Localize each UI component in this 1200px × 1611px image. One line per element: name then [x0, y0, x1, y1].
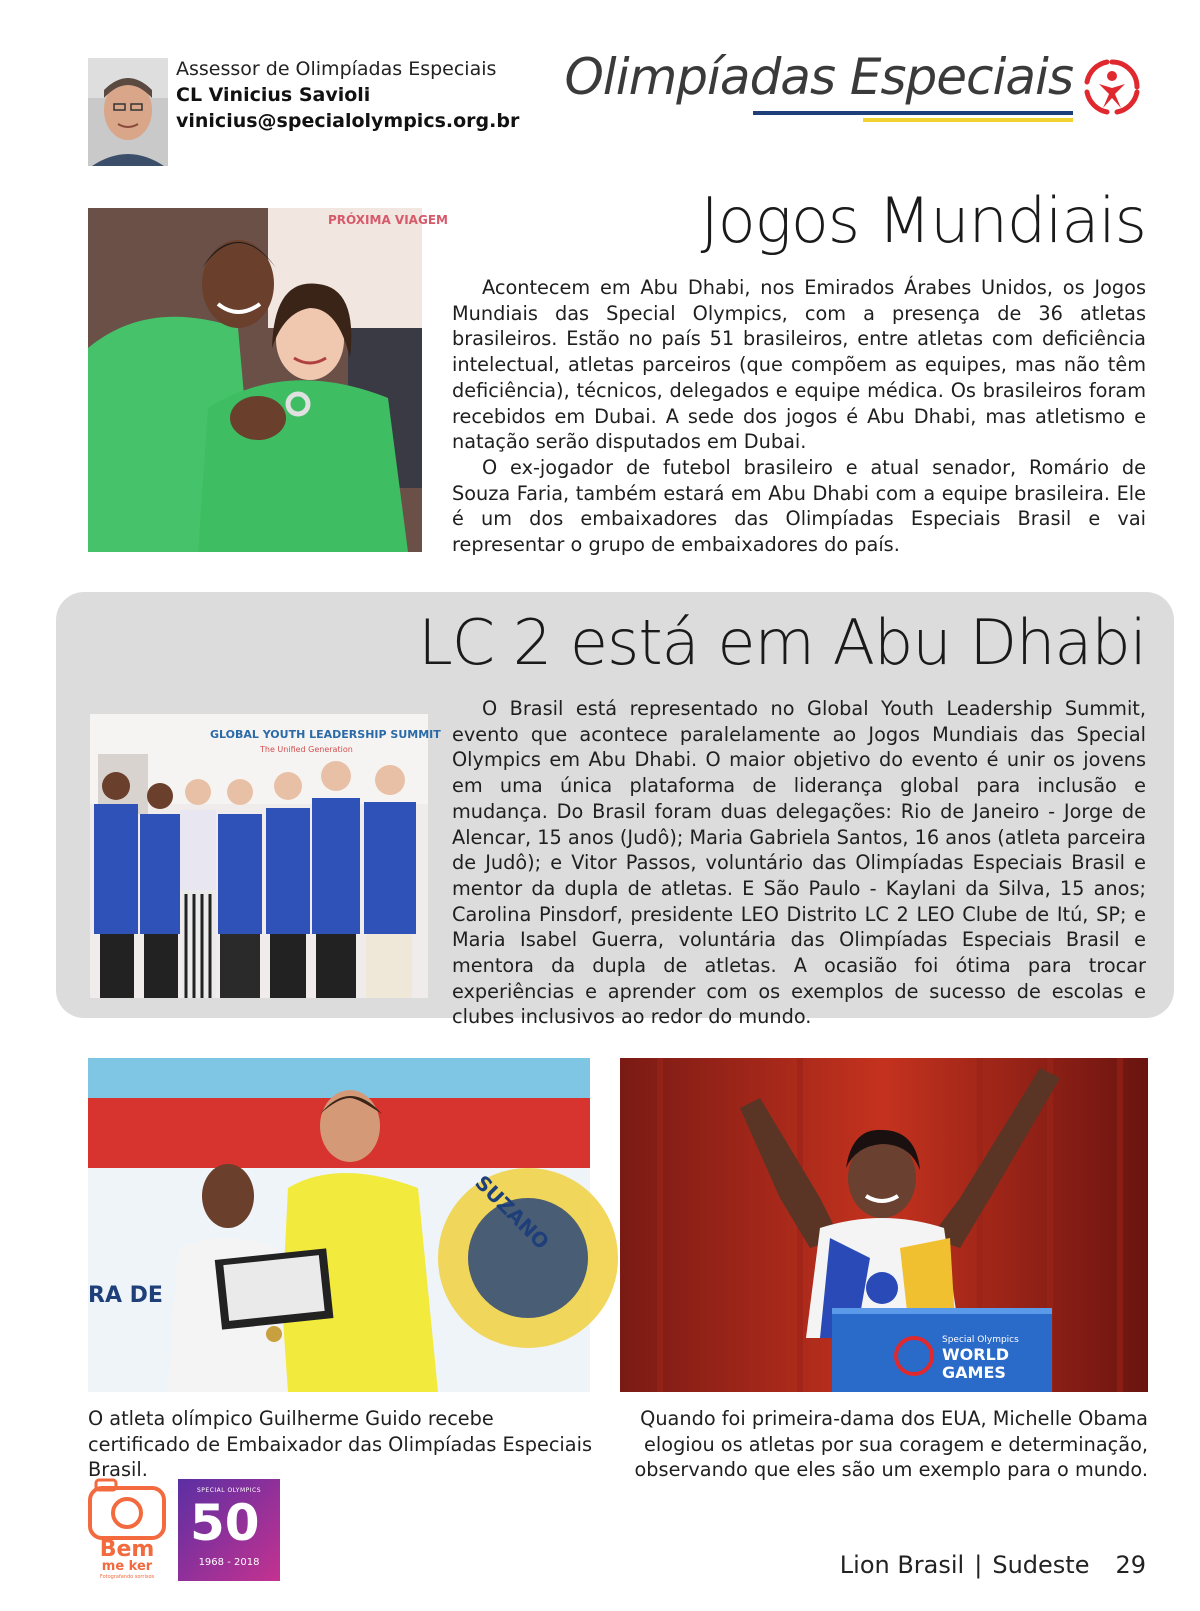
footer-region: Sudeste: [992, 1551, 1090, 1579]
page-number: 29: [1115, 1551, 1146, 1579]
footer-publication: Lion Brasil: [839, 1551, 965, 1579]
article-1-body: [452, 275, 1146, 558]
michelle-obama-photo: [620, 1058, 1148, 1392]
article-1-title: Jogos Mundiais: [700, 184, 1146, 257]
certificate-ceremony-photo: [88, 1058, 590, 1392]
author-name: CL Vinicius Savioli: [176, 84, 371, 106]
caption-certificate: O atleta olímpico Guilherme Guido recebe certificado de Embaixador das Olimpíadas Especiais Brasil.: [88, 1407, 593, 1482]
author-block: [176, 56, 536, 134]
photo-2-subbanner-text: The Unified Generation: [260, 745, 353, 754]
article-1-paragraph: O ex-jogador de futebol brasileiro e atual senador, Romário de Souza Faria, também estará em Abu Dhabi com a equipe brasileira. Ele é um dos embaixadores das Olimpíadas Especiais Brasil e vai representar o grupo de embaixadores do país.: [452, 455, 1146, 557]
special-olympics-50-logo: [178, 1479, 280, 1581]
special-olympics-logo-icon: [1079, 54, 1145, 120]
article-2-body: [452, 696, 1146, 1030]
article-2-title: LC 2 está em Abu Dhabi: [418, 606, 1146, 679]
athletes-photo: [88, 208, 448, 552]
bem-maker-logo-icon: [86, 1478, 168, 1580]
bem-maker-line2: me ker: [101, 1559, 153, 1574]
bem-maker-tagline: Fotografando sorrisos: [99, 1574, 155, 1580]
youth-summit-photo: [90, 714, 441, 998]
section-title: Olimpíadas Especiais: [564, 48, 1073, 106]
brand-underline-yellow: [863, 118, 1073, 122]
fifty-logo-top-text: SPECIAL OLYMPICS: [196, 1487, 262, 1494]
photo-4-podium-line2: WORLD: [942, 1345, 1010, 1364]
page-footer: [840, 1551, 1146, 1579]
photo-4-podium-line1: Special Olympics: [942, 1335, 1019, 1345]
author-role: Assessor de Olimpíadas Especiais: [176, 58, 497, 80]
photo-4-podium-line3: GAMES: [942, 1363, 1006, 1382]
author-email[interactable]: vinicius@specialolympics.org.br: [176, 110, 520, 132]
caption-michelle-obama: Quando foi primeira-dama dos EUA, Michelle Obama elogiou os atletas por sua coragem e determinação, observando que eles são um exemplo para o mundo.: [634, 1407, 1148, 1482]
photo-2-banner-text: GLOBAL YOUTH LEADERSHIP SUMMIT: [210, 728, 441, 741]
photo-3-banner-text: SUZANO: [470, 1170, 555, 1255]
article-2-paragraph: O Brasil está representado no Global Youth Leadership Summit, evento que acontece paralelamente ao Jogos Mundiais das Special Olympics em Abu Dhabi. O maior objetivo do evento é unir os jovens em uma única plataforma de liderança global para inclusão e mudança. Do Brasil foram duas delegações: Rio de Janeiro - Jorge de Alencar, 15 anos (Judô); Maria Gabriela Santos, 16 anos (atleta parceira de Judô); e Vitor Passos, voluntário das Olimpíadas Especiais Brasil e mentor da dupla de atletas. E São Paulo - Kaylani da Silva, 15 anos; Carolina Pinsdorf, presidente LEO Distrito LC 2 LEO Clube de Itú, SP; e Maria Isabel Guerra, voluntária das Olimpíadas Especiais Brasil e mentora da dupla de atletas. A ocasião foi ótima para trocar experiências e aprender com os exemplos de sucesso de escolas e clubes inclusivos ao redor do mundo.: [452, 697, 1146, 1029]
article-1-paragraph: Acontecem em Abu Dhabi, nos Emirados Árabes Unidos, os Jogos Mundiais das Special Olympics, com a presença de 36 atletas brasileiros. Estão no país 51 brasileiros, entre atletas com deficiência intelectual, atletas parceiros (que compõem as equipes, mas não têm deficiência), técnicos, delegados e equipe médica. Os brasileiros foram recebidos em Dubai. A sede dos jogos é Abu Dhabi, mas atletismo e natação serão disputados em Dubai.: [452, 276, 1146, 454]
bem-maker-line1: Bem: [99, 1537, 155, 1562]
photo-3-banner-left-text: RA DE: [88, 1283, 163, 1308]
photo-1-sign-text: PRÓXIMA VIAGEM: [328, 213, 448, 227]
footer-separator: |: [974, 1551, 983, 1579]
brand-underline-blue: [753, 111, 1073, 115]
author-photo: [88, 58, 168, 166]
fifty-logo-number: 50: [190, 1494, 260, 1552]
section-brand: [564, 48, 1145, 128]
fifty-logo-years: 1968 - 2018: [198, 1557, 260, 1568]
